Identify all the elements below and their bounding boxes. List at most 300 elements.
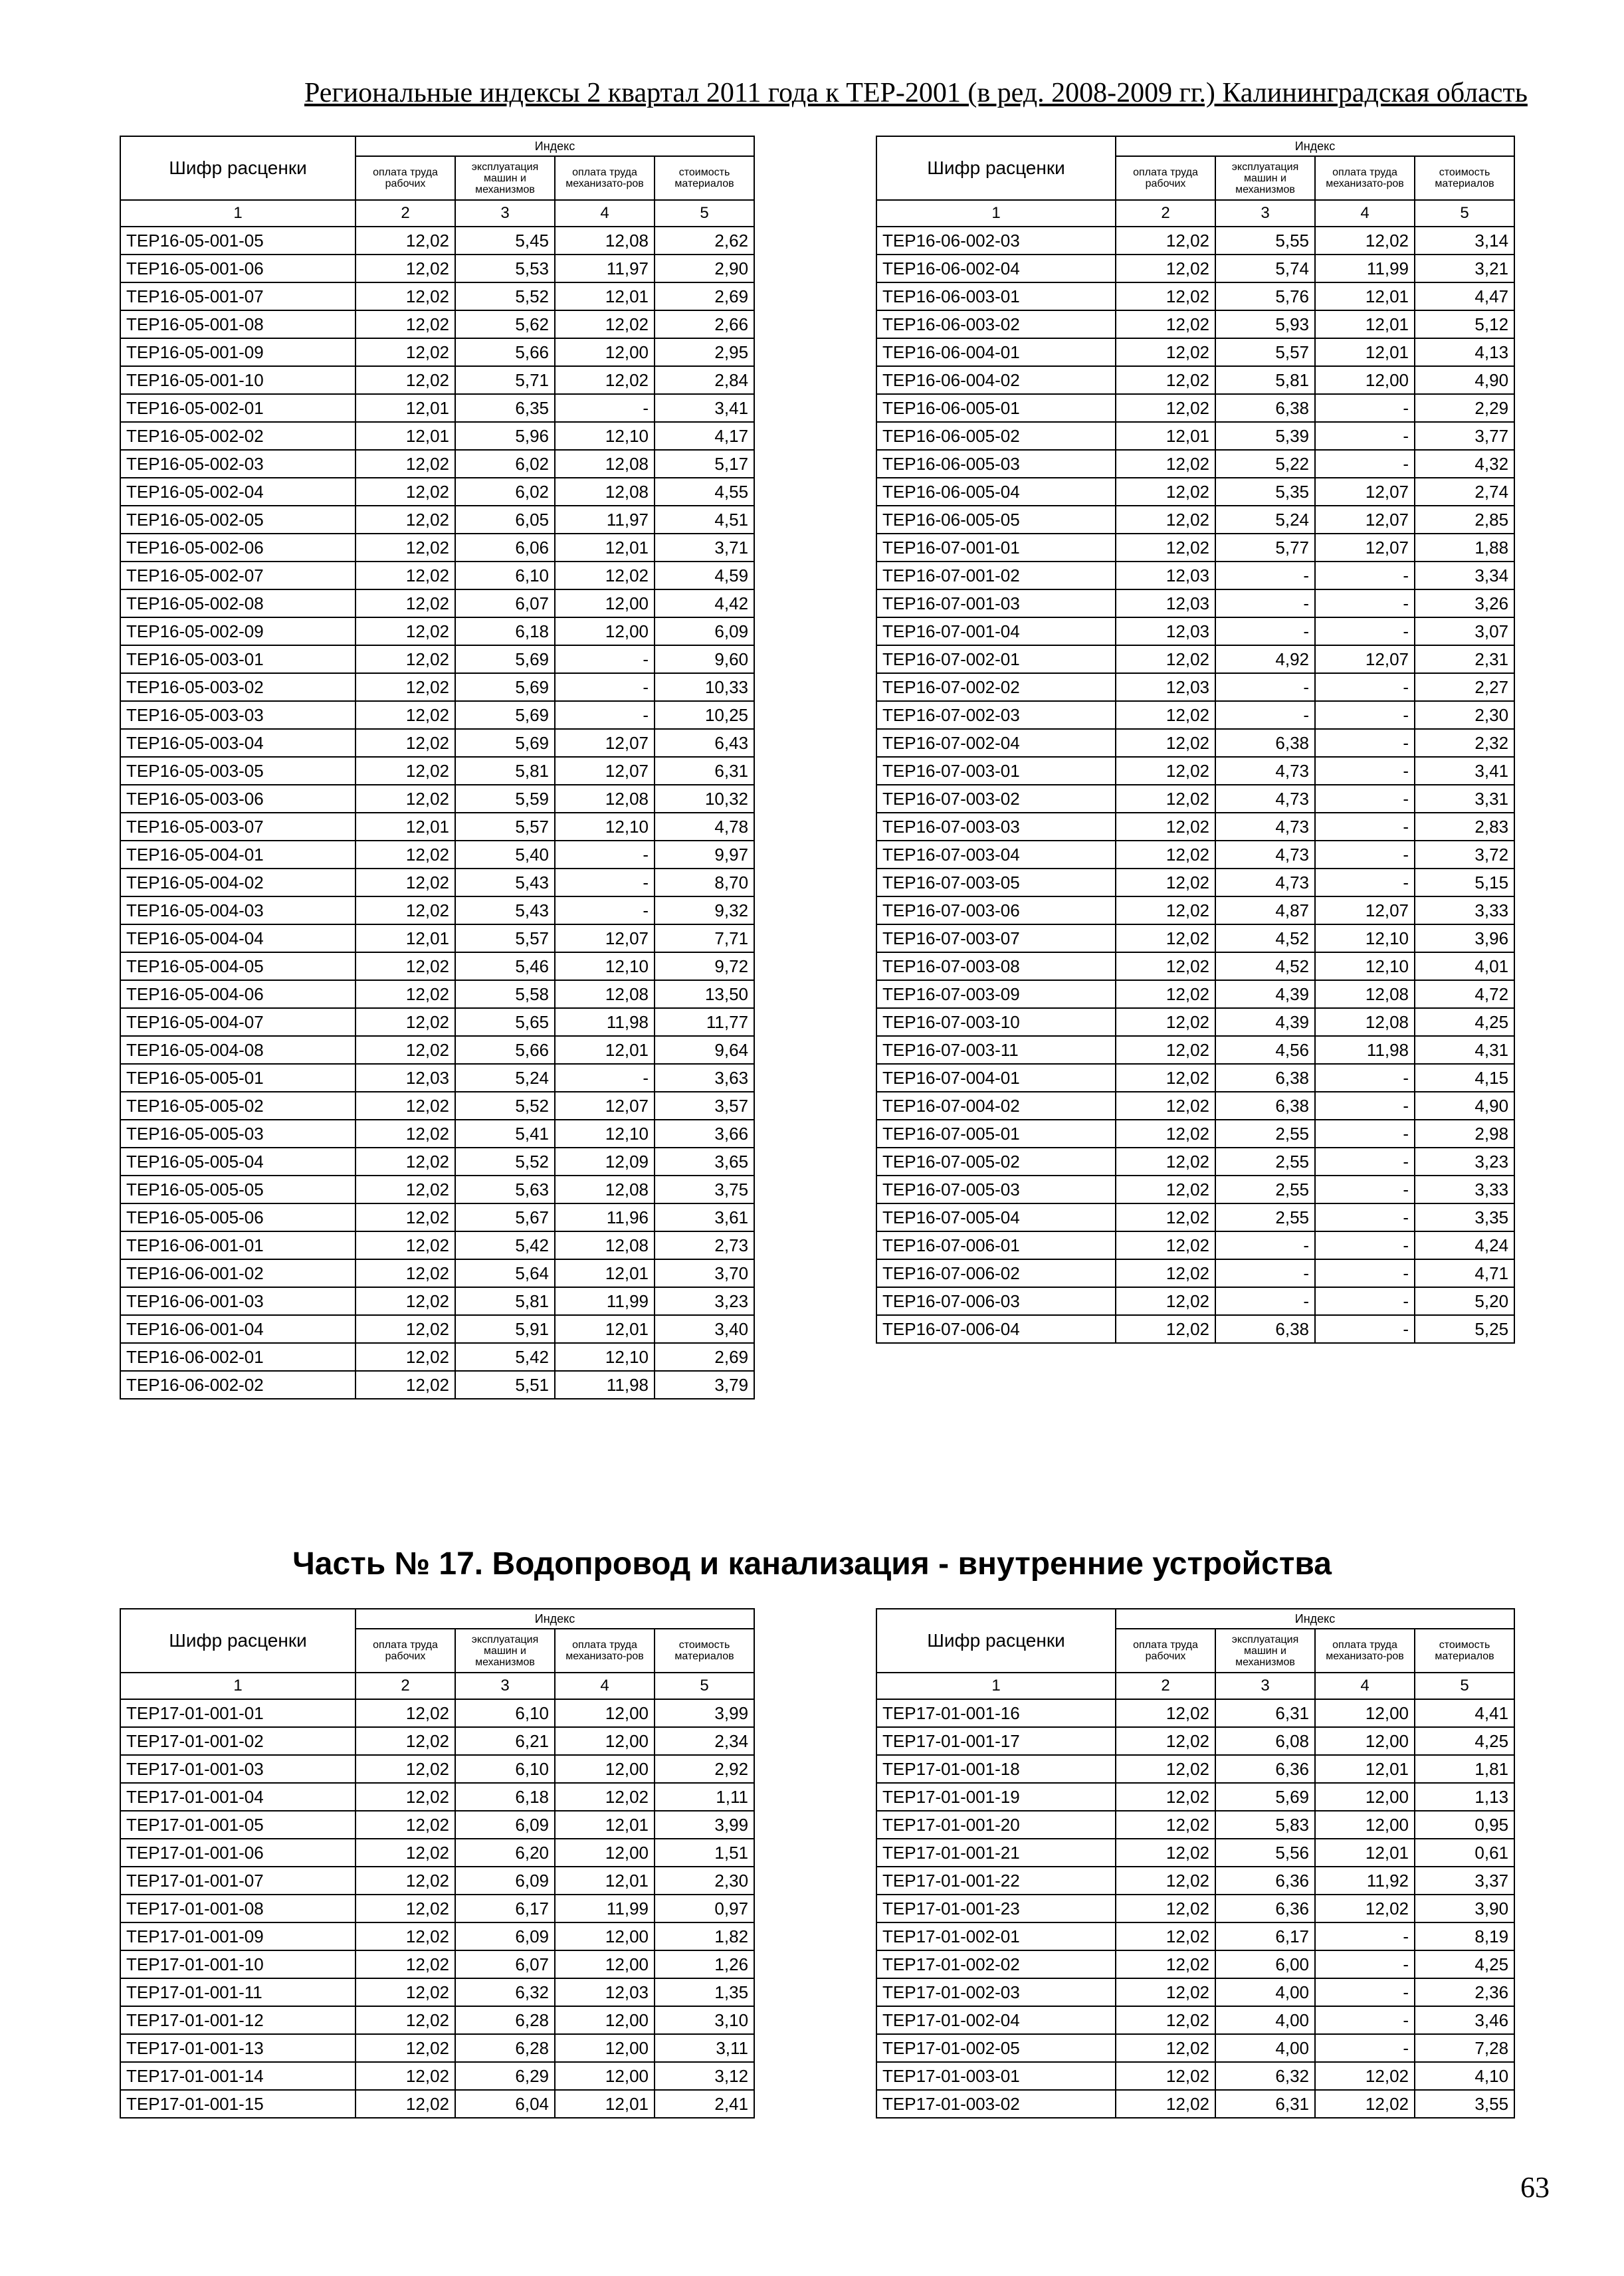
- index-value-cell: 4,92: [1215, 645, 1315, 673]
- labor-column-header: оплата труда рабочих: [355, 1629, 455, 1673]
- index-value-cell: 3,96: [1415, 924, 1514, 952]
- table-row: [876, 562, 1514, 589]
- index-value-cell: 12,02: [355, 1231, 455, 1259]
- index-value-cell: 6,43: [655, 729, 754, 757]
- rate-code-cell: ТЕР16-05-004-07: [120, 1008, 355, 1036]
- rate-code-cell: ТЕР16-05-004-01: [120, 841, 355, 869]
- index-value-cell: 12,02: [355, 366, 455, 394]
- index-value-cell: 12,02: [355, 757, 455, 785]
- index-value-cell: 12,02: [1116, 255, 1215, 282]
- index-value-cell: -: [1215, 589, 1315, 617]
- index-value-cell: 6,38: [1215, 1064, 1315, 1092]
- index-value-cell: 4,73: [1215, 841, 1315, 869]
- index-value-cell: 11,97: [555, 255, 655, 282]
- column-number: 2: [1116, 200, 1215, 227]
- index-value-cell: 12,07: [1315, 896, 1415, 924]
- labor-column-header: оплата труда рабочих: [1116, 156, 1215, 200]
- index-value-cell: 5,52: [455, 282, 555, 310]
- index-value-cell: 12,02: [555, 310, 655, 338]
- index-value-cell: 12,02: [355, 450, 455, 478]
- table-row: [876, 1839, 1514, 1867]
- index-value-cell: 4,13: [1415, 338, 1514, 366]
- index-value-cell: 3,71: [655, 534, 754, 562]
- index-value-cell: -: [1315, 394, 1415, 422]
- column-number: 1: [120, 200, 355, 227]
- table-row: [876, 1231, 1514, 1259]
- materials-column-header: стоимость материалов: [1415, 1629, 1514, 1673]
- table-row: [876, 255, 1514, 282]
- index-value-cell: 4,17: [655, 422, 754, 450]
- index-value-cell: 1,35: [655, 1978, 754, 2006]
- index-value-cell: 12,10: [555, 952, 655, 980]
- index-value-cell: 5,77: [1215, 534, 1315, 562]
- rate-code-cell: ТЕР16-05-004-06: [120, 980, 355, 1008]
- index-value-cell: 12,00: [555, 1950, 655, 1978]
- code-column-header: Шифр расценки: [120, 1609, 355, 1673]
- index-value-cell: 12,02: [1116, 1148, 1215, 1176]
- table-row: [876, 1978, 1514, 2006]
- index-value-cell: 12,02: [355, 1755, 455, 1783]
- index-value-cell: 2,62: [655, 227, 754, 255]
- index-value-cell: -: [555, 1064, 655, 1092]
- column-number: 3: [455, 200, 555, 227]
- index-value-cell: 12,02: [1116, 2034, 1215, 2062]
- index-value-cell: 5,66: [455, 1036, 555, 1064]
- index-value-cell: 4,90: [1415, 366, 1514, 394]
- table-row: [120, 896, 754, 924]
- index-value-cell: 4,73: [1215, 757, 1315, 785]
- index-value-cell: 4,42: [655, 589, 754, 617]
- index-value-cell: 1,51: [655, 1839, 754, 1867]
- page-header: Региональные индексы 2 квартал 2011 года к ТЕР-2001 (в ред. 2008-2009 гг.) Калининградская область: [304, 78, 1528, 108]
- table-row: [120, 338, 754, 366]
- table-row: [876, 422, 1514, 450]
- index-value-cell: 2,55: [1215, 1176, 1315, 1203]
- index-value-cell: 5,53: [455, 255, 555, 282]
- table-row: [120, 841, 754, 869]
- materials-column-header: стоимость материалов: [655, 1629, 754, 1673]
- rate-code-cell: ТЕР16-07-003-08: [876, 952, 1116, 980]
- table-row: [120, 1895, 754, 1922]
- rate-code-cell: ТЕР17-01-002-05: [876, 2034, 1116, 2062]
- table-row: [120, 1287, 754, 1315]
- rate-code-cell: ТЕР16-07-006-01: [876, 1231, 1116, 1259]
- table-row: [120, 1231, 754, 1259]
- rate-code-cell: ТЕР16-05-001-09: [120, 338, 355, 366]
- index-value-cell: 6,32: [1215, 2062, 1315, 2090]
- rate-code-cell: ТЕР16-06-002-01: [120, 1343, 355, 1371]
- index-value-cell: 11,92: [1315, 1867, 1415, 1895]
- rate-code-cell: ТЕР16-05-005-04: [120, 1148, 355, 1176]
- index-value-cell: 4,25: [1415, 1727, 1514, 1755]
- index-value-cell: 4,31: [1415, 1036, 1514, 1064]
- index-value-cell: 12,02: [1116, 1811, 1215, 1839]
- index-value-cell: 6,10: [455, 1755, 555, 1783]
- index-value-cell: 5,42: [455, 1231, 555, 1259]
- table-row: [120, 1148, 754, 1176]
- index-value-cell: 3,70: [655, 1259, 754, 1287]
- index-value-cell: 12,02: [355, 617, 455, 645]
- rate-code-cell: ТЕР17-01-001-09: [120, 1922, 355, 1950]
- index-value-cell: -: [1215, 1287, 1315, 1315]
- index-value-cell: 12,08: [555, 1231, 655, 1259]
- index-value-cell: -: [1215, 701, 1315, 729]
- rate-code-cell: ТЕР16-05-002-05: [120, 506, 355, 534]
- table-row: [876, 450, 1514, 478]
- table-row: [120, 673, 754, 701]
- index-value-cell: 6,36: [1215, 1867, 1315, 1895]
- table-row: [120, 952, 754, 980]
- index-value-cell: -: [555, 841, 655, 869]
- labor-column-header: оплата труда рабочих: [355, 156, 455, 200]
- table-row: [120, 1783, 754, 1811]
- index-value-cell: 2,55: [1215, 1148, 1315, 1176]
- rate-code-cell: ТЕР16-06-005-04: [876, 478, 1116, 506]
- rate-code-cell: ТЕР17-01-001-23: [876, 1895, 1116, 1922]
- index-value-cell: 12,02: [1116, 1231, 1215, 1259]
- rate-code-cell: ТЕР16-07-003-04: [876, 841, 1116, 869]
- column-number: 4: [555, 200, 655, 227]
- table-row: [876, 1922, 1514, 1950]
- index-table-3: [120, 1608, 755, 2119]
- mech-labor-column-header: оплата труда механизато-ров: [1315, 156, 1415, 200]
- table-row: [120, 757, 754, 785]
- index-value-cell: 12,02: [355, 1895, 455, 1922]
- index-value-cell: 1,26: [655, 1950, 754, 1978]
- rate-code-cell: ТЕР17-01-001-22: [876, 1867, 1116, 1895]
- index-value-cell: 12,02: [1116, 785, 1215, 813]
- index-value-cell: 6,07: [455, 589, 555, 617]
- index-value-cell: 6,28: [455, 2034, 555, 2062]
- code-column-header: Шифр расценки: [876, 1609, 1116, 1673]
- index-value-cell: 5,74: [1215, 255, 1315, 282]
- rate-code-cell: ТЕР16-07-001-01: [876, 534, 1116, 562]
- index-value-cell: 12,02: [1116, 310, 1215, 338]
- index-value-cell: 10,33: [655, 673, 754, 701]
- index-value-cell: 0,61: [1415, 1839, 1514, 1867]
- index-value-cell: 4,78: [655, 813, 754, 841]
- table-row: [876, 1120, 1514, 1148]
- table-row: [120, 227, 754, 255]
- index-value-cell: 12,08: [555, 227, 655, 255]
- index-value-cell: 12,02: [1116, 1120, 1215, 1148]
- index-value-cell: 4,71: [1415, 1259, 1514, 1287]
- index-value-cell: 12,02: [355, 1315, 455, 1343]
- index-value-cell: 6,31: [1215, 1699, 1315, 1727]
- index-table-1: [120, 136, 755, 1399]
- index-value-cell: 0,95: [1415, 1811, 1514, 1839]
- index-value-cell: 12,02: [355, 980, 455, 1008]
- index-value-cell: -: [1315, 1203, 1415, 1231]
- index-value-cell: 12,02: [1315, 1895, 1415, 1922]
- index-value-cell: 12,02: [355, 589, 455, 617]
- table-row: [120, 729, 754, 757]
- rate-code-cell: ТЕР16-05-001-05: [120, 227, 355, 255]
- rate-code-cell: ТЕР17-01-001-10: [120, 1950, 355, 1978]
- index-value-cell: 5,41: [455, 1120, 555, 1148]
- index-value-cell: 11,98: [555, 1008, 655, 1036]
- part-title: Часть № 17. Водопровод и канализация - внутренние устройства: [292, 1546, 1332, 1582]
- index-value-cell: 4,73: [1215, 785, 1315, 813]
- table-row: [120, 1922, 754, 1950]
- index-value-cell: -: [1315, 1120, 1415, 1148]
- index-value-cell: 12,08: [1315, 1008, 1415, 1036]
- table-row: [120, 617, 754, 645]
- table-row: [120, 924, 754, 952]
- index-value-cell: 12,02: [1116, 1064, 1215, 1092]
- index-value-cell: 12,02: [1116, 701, 1215, 729]
- table-row: [876, 2090, 1514, 2118]
- rate-code-cell: ТЕР16-07-001-03: [876, 589, 1116, 617]
- index-value-cell: 5,57: [1215, 338, 1315, 366]
- index-value-cell: 1,88: [1415, 534, 1514, 562]
- index-value-cell: 6,21: [455, 1727, 555, 1755]
- index-value-cell: -: [1215, 1259, 1315, 1287]
- table-row: [120, 478, 754, 506]
- index-value-cell: 5,69: [455, 729, 555, 757]
- rate-code-cell: ТЕР16-07-005-02: [876, 1148, 1116, 1176]
- rate-code-cell: ТЕР16-06-003-01: [876, 282, 1116, 310]
- index-value-cell: 5,62: [455, 310, 555, 338]
- index-value-cell: 2,30: [1415, 701, 1514, 729]
- rate-code-cell: ТЕР16-06-001-02: [120, 1259, 355, 1287]
- rate-code-cell: ТЕР16-05-005-05: [120, 1176, 355, 1203]
- index-value-cell: 12,01: [1315, 1839, 1415, 1867]
- index-value-cell: 12,10: [1315, 952, 1415, 980]
- index-value-cell: 5,46: [455, 952, 555, 980]
- index-value-cell: 5,20: [1415, 1287, 1514, 1315]
- index-value-cell: 2,83: [1415, 813, 1514, 841]
- index-value-cell: 12,02: [355, 1950, 455, 1978]
- index-group-header: Индекс: [355, 1609, 754, 1629]
- rate-code-cell: ТЕР17-01-001-08: [120, 1895, 355, 1922]
- index-value-cell: 12,02: [1116, 757, 1215, 785]
- index-value-cell: -: [1315, 701, 1415, 729]
- table-row: [876, 1950, 1514, 1978]
- rate-code-cell: ТЕР16-05-002-03: [120, 450, 355, 478]
- index-value-cell: -: [1315, 1148, 1415, 1176]
- table-row: [876, 1895, 1514, 1922]
- index-value-cell: 12,09: [555, 1148, 655, 1176]
- index-value-cell: 12,02: [355, 2090, 455, 2118]
- index-value-cell: 2,31: [1415, 645, 1514, 673]
- table-row: [876, 729, 1514, 757]
- index-value-cell: 6,38: [1215, 1092, 1315, 1120]
- index-value-cell: 12,01: [555, 1036, 655, 1064]
- rate-code-cell: ТЕР16-05-005-06: [120, 1203, 355, 1231]
- index-value-cell: 5,15: [1415, 869, 1514, 896]
- table-row: [120, 2006, 754, 2034]
- index-value-cell: 12,02: [355, 1008, 455, 1036]
- index-value-cell: 3,35: [1415, 1203, 1514, 1231]
- table-row: [876, 813, 1514, 841]
- rate-code-cell: ТЕР17-01-001-07: [120, 1867, 355, 1895]
- index-value-cell: 3,12: [655, 2062, 754, 2090]
- table-row: [120, 645, 754, 673]
- rate-code-cell: ТЕР17-01-001-05: [120, 1811, 355, 1839]
- table-row: [876, 1727, 1514, 1755]
- index-value-cell: -: [1315, 1092, 1415, 1120]
- index-value-cell: 6,28: [455, 2006, 555, 2034]
- index-value-cell: 2,73: [655, 1231, 754, 1259]
- index-value-cell: -: [1315, 1922, 1415, 1950]
- index-value-cell: 11,99: [555, 1895, 655, 1922]
- index-value-cell: 12,07: [555, 924, 655, 952]
- index-value-cell: 3,99: [655, 1811, 754, 1839]
- index-value-cell: 12,01: [355, 394, 455, 422]
- rate-code-cell: ТЕР16-06-001-03: [120, 1287, 355, 1315]
- rate-code-cell: ТЕР16-05-001-08: [120, 310, 355, 338]
- table-row: [876, 366, 1514, 394]
- index-value-cell: 5,93: [1215, 310, 1315, 338]
- index-value-cell: 2,55: [1215, 1203, 1315, 1231]
- index-value-cell: 12,02: [355, 896, 455, 924]
- index-value-cell: 5,71: [455, 366, 555, 394]
- table-row: [876, 1064, 1514, 1092]
- code-column-header: Шифр расценки: [120, 136, 355, 200]
- index-value-cell: 12,02: [1116, 1315, 1215, 1343]
- index-value-cell: 2,90: [655, 255, 754, 282]
- index-value-cell: 12,02: [355, 562, 455, 589]
- rate-code-cell: ТЕР17-01-001-13: [120, 2034, 355, 2062]
- rate-code-cell: ТЕР16-07-003-06: [876, 896, 1116, 924]
- rate-code-cell: ТЕР17-01-002-02: [876, 1950, 1116, 1978]
- index-value-cell: 5,22: [1215, 450, 1315, 478]
- table-row: [876, 227, 1514, 255]
- index-value-cell: 2,27: [1415, 673, 1514, 701]
- rate-code-cell: ТЕР17-01-001-20: [876, 1811, 1116, 1839]
- index-value-cell: 12,02: [1116, 729, 1215, 757]
- index-value-cell: 12,08: [555, 785, 655, 813]
- index-value-cell: 4,01: [1415, 952, 1514, 980]
- index-value-cell: 12,02: [1116, 869, 1215, 896]
- machines-column-header: эксплуатация машин и механизмов: [455, 156, 555, 200]
- rate-code-cell: ТЕР17-01-001-06: [120, 1839, 355, 1867]
- rate-code-cell: ТЕР16-06-005-05: [876, 506, 1116, 534]
- rate-code-cell: ТЕР16-07-003-03: [876, 813, 1116, 841]
- index-value-cell: 12,02: [355, 1036, 455, 1064]
- index-value-cell: 12,03: [1116, 617, 1215, 645]
- index-value-cell: 12,02: [355, 1783, 455, 1811]
- table-row: [120, 534, 754, 562]
- table-row: [120, 2090, 754, 2118]
- index-value-cell: 5,35: [1215, 478, 1315, 506]
- rate-code-cell: ТЕР16-07-003-10: [876, 1008, 1116, 1036]
- index-value-cell: -: [555, 645, 655, 673]
- table-row: [120, 2062, 754, 2090]
- index-value-cell: 5,58: [455, 980, 555, 1008]
- rate-code-cell: ТЕР17-01-001-01: [120, 1699, 355, 1727]
- rate-code-cell: ТЕР17-01-002-01: [876, 1922, 1116, 1950]
- index-value-cell: 12,07: [555, 1092, 655, 1120]
- table-row: [876, 394, 1514, 422]
- rate-code-cell: ТЕР16-07-005-04: [876, 1203, 1116, 1231]
- index-value-cell: 11,98: [1315, 1036, 1415, 1064]
- table-row: [876, 2006, 1514, 2034]
- rate-code-cell: ТЕР17-01-001-18: [876, 1755, 1116, 1783]
- index-value-cell: 5,64: [455, 1259, 555, 1287]
- rate-code-cell: ТЕР16-07-003-07: [876, 924, 1116, 952]
- index-value-cell: 4,10: [1415, 2062, 1514, 2090]
- table-row: [876, 478, 1514, 506]
- index-value-cell: 5,55: [1215, 227, 1315, 255]
- table-row: [120, 1978, 754, 2006]
- index-value-cell: -: [1215, 562, 1315, 589]
- table-row: [120, 1259, 754, 1287]
- labor-column-header: оплата труда рабочих: [1116, 1629, 1215, 1673]
- index-value-cell: 1,11: [655, 1783, 754, 1811]
- rate-code-cell: ТЕР16-05-004-04: [120, 924, 355, 952]
- column-number: 3: [1215, 1673, 1315, 1699]
- index-value-cell: 5,57: [455, 813, 555, 841]
- index-value-cell: 12,07: [1315, 478, 1415, 506]
- index-value-cell: 3,23: [1415, 1148, 1514, 1176]
- table-row: [876, 534, 1514, 562]
- index-value-cell: 5,52: [455, 1148, 555, 1176]
- index-value-cell: 5,67: [455, 1203, 555, 1231]
- index-value-cell: 3,41: [1415, 757, 1514, 785]
- index-value-cell: 12,01: [555, 2090, 655, 2118]
- index-value-cell: 12,02: [1116, 450, 1215, 478]
- index-value-cell: 5,24: [1215, 506, 1315, 534]
- index-value-cell: -: [1315, 562, 1415, 589]
- rate-code-cell: ТЕР17-01-002-04: [876, 2006, 1116, 2034]
- rate-code-cell: ТЕР17-01-001-19: [876, 1783, 1116, 1811]
- column-number: 1: [120, 1673, 355, 1699]
- index-value-cell: 3,37: [1415, 1867, 1514, 1895]
- index-value-cell: -: [1315, 1064, 1415, 1092]
- index-value-cell: 6,29: [455, 2062, 555, 2090]
- index-value-cell: 3,66: [655, 1120, 754, 1148]
- index-value-cell: 5,69: [455, 673, 555, 701]
- index-value-cell: 12,02: [555, 366, 655, 394]
- index-value-cell: 3,07: [1415, 617, 1514, 645]
- table-row: [876, 980, 1514, 1008]
- index-value-cell: 4,73: [1215, 869, 1315, 896]
- table-row: [876, 282, 1514, 310]
- table-row: [876, 1783, 1514, 1811]
- index-value-cell: -: [1315, 589, 1415, 617]
- index-value-cell: 12,02: [1116, 1092, 1215, 1120]
- index-value-cell: 12,01: [1315, 310, 1415, 338]
- rate-code-cell: ТЕР16-07-004-01: [876, 1064, 1116, 1092]
- table-row: [120, 589, 754, 617]
- index-value-cell: 5,83: [1215, 1811, 1315, 1839]
- index-value-cell: 12,02: [1116, 2006, 1215, 2034]
- rate-code-cell: ТЕР16-05-001-06: [120, 255, 355, 282]
- index-value-cell: 12,02: [355, 869, 455, 896]
- index-value-cell: -: [1315, 1259, 1415, 1287]
- table-row: [876, 1867, 1514, 1895]
- table-row: [876, 952, 1514, 980]
- index-value-cell: 12,02: [355, 478, 455, 506]
- index-value-cell: 12,10: [555, 422, 655, 450]
- rate-code-cell: ТЕР16-06-003-02: [876, 310, 1116, 338]
- index-value-cell: 9,72: [655, 952, 754, 980]
- index-value-cell: 2,84: [655, 366, 754, 394]
- index-value-cell: 12,02: [355, 1343, 455, 1371]
- index-value-cell: 6,00: [1215, 1950, 1315, 1978]
- index-value-cell: 6,36: [1215, 1895, 1315, 1922]
- index-value-cell: 6,02: [455, 478, 555, 506]
- index-value-cell: 12,02: [355, 645, 455, 673]
- index-value-cell: 12,02: [355, 255, 455, 282]
- index-value-cell: -: [555, 869, 655, 896]
- table-row: [876, 1315, 1514, 1343]
- index-value-cell: 12,00: [555, 2034, 655, 2062]
- rate-code-cell: ТЕР16-07-002-04: [876, 729, 1116, 757]
- column-number: 5: [655, 200, 754, 227]
